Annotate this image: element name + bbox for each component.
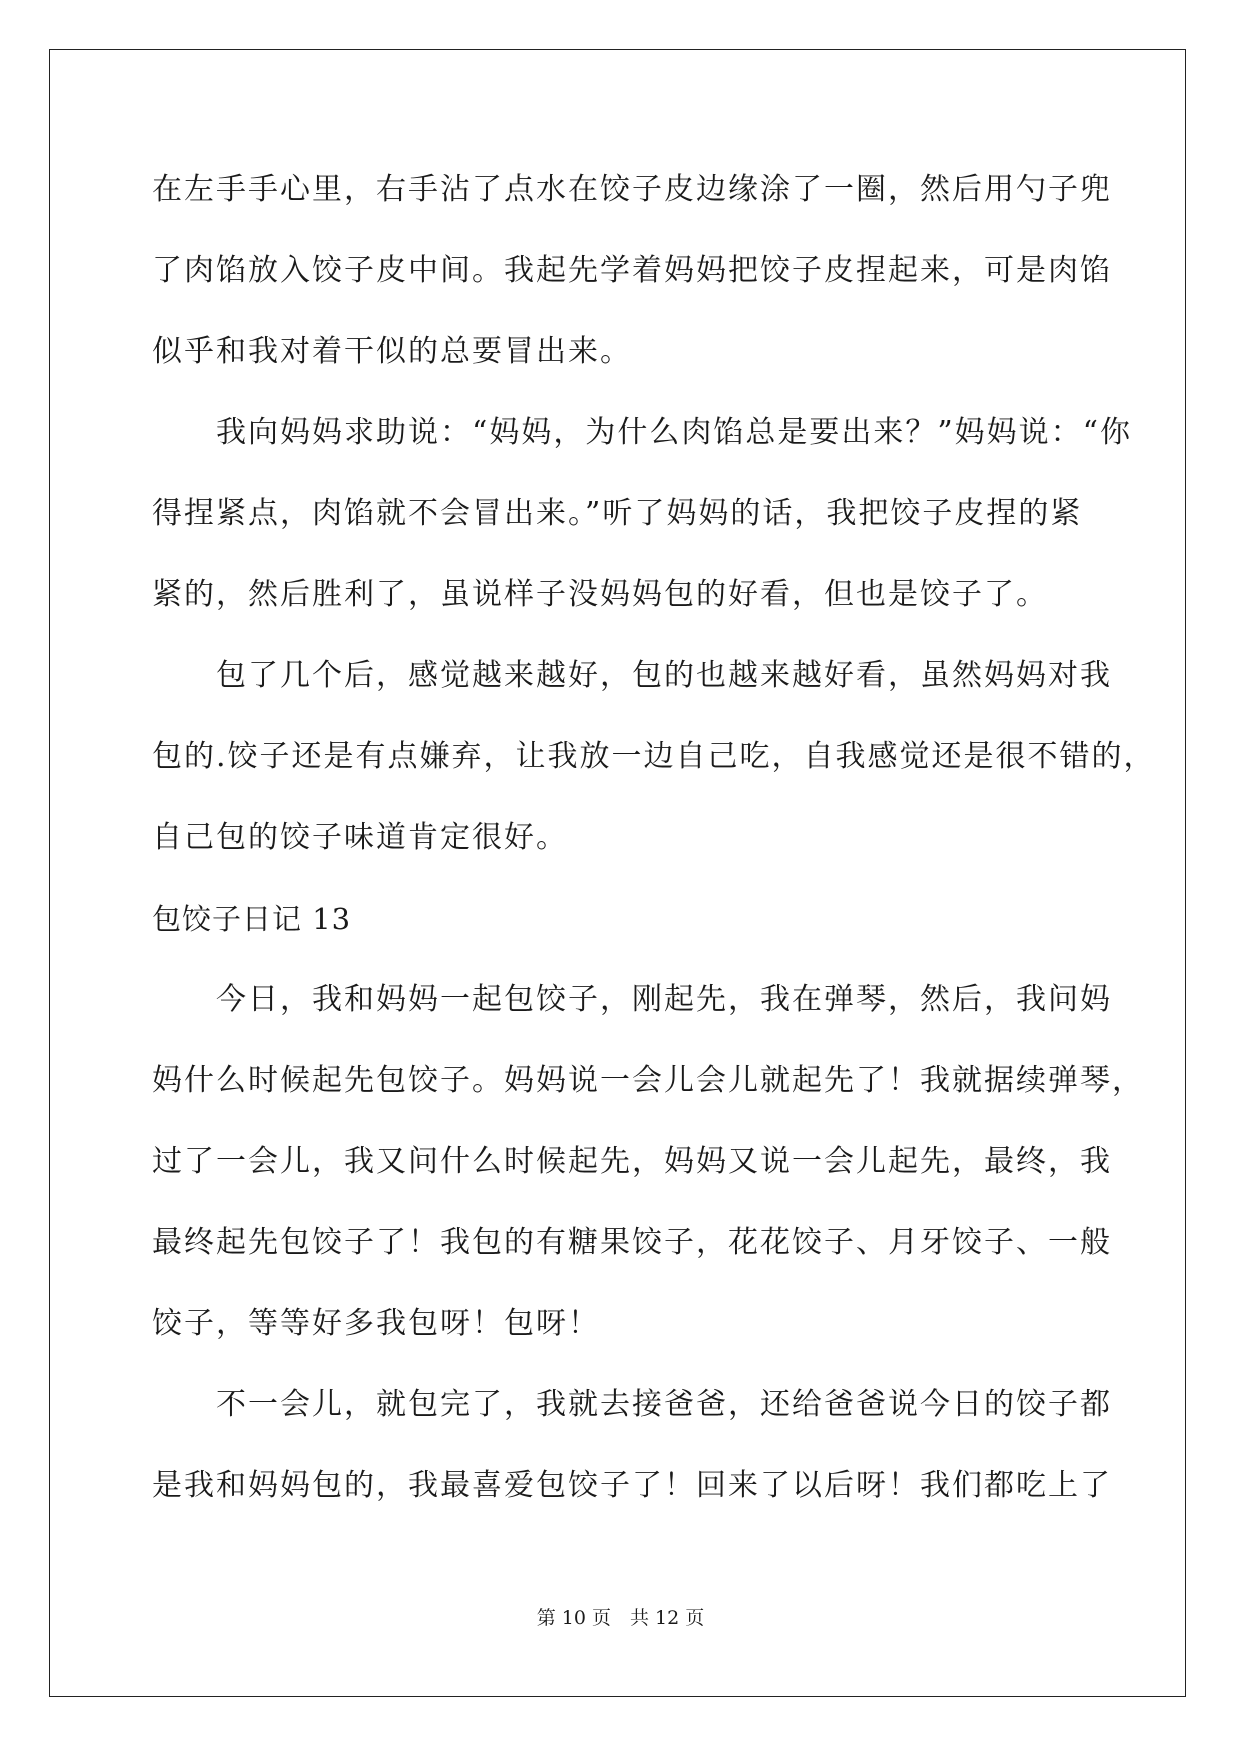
body-line: 不一会儿，就包完了，我就去接爸爸，还给爸爸说今日的饺子都 xyxy=(152,1387,1112,1422)
body-line: 过了一会儿，我又问什么时候起先，妈妈又说一会儿起先，最终，我 xyxy=(152,1144,1112,1179)
body-line: 自己包的饺子味道肯定很好。 xyxy=(152,820,568,855)
page-border xyxy=(49,49,1186,1697)
body-line: 得捏紧点，肉馅就不会冒出来。”听了妈妈的话，我把饺子皮捏的紧 xyxy=(152,496,1083,531)
body-line: 我向妈妈求助说：“妈妈，为什么肉馅总是要出来？”妈妈说：“你 xyxy=(152,415,1133,450)
body-line: 妈什么时候起先包饺子。妈妈说一会儿会儿就起先了！我就据续弹琴， xyxy=(152,1063,1144,1098)
page-number-footer: 第 10 页 共 12 页 xyxy=(536,1607,705,1629)
body-line: 是我和妈妈包的，我最喜爱包饺子了！回来了以后呀！我们都吃上了 xyxy=(152,1468,1112,1503)
body-line: 包的.饺子还是有点嫌弃，让我放一边自己吃，自我感觉还是很不错的， xyxy=(152,739,1156,774)
body-line: 在左手手心里，右手沾了点水在饺子皮边缘涂了一圈，然后用勺子兜 xyxy=(152,172,1112,207)
body-line: 饺子，等等好多我包呀！包呀！ xyxy=(152,1306,600,1341)
body-line: 似乎和我对着干似的总要冒出来。 xyxy=(152,334,632,369)
body-line: 包了几个后，感觉越来越好，包的也越来越好看，虽然妈妈对我 xyxy=(152,658,1112,693)
body-line: 今日，我和妈妈一起包饺子，刚起先，我在弹琴，然后，我问妈 xyxy=(152,982,1112,1017)
body-line: 了肉馅放入饺子皮中间。我起先学着妈妈把饺子皮捏起来，可是肉馅 xyxy=(152,253,1112,288)
body-line: 最终起先包饺子了！我包的有糖果饺子，花花饺子、月牙饺子、一般 xyxy=(152,1225,1112,1260)
section-heading: 包饺子日记 13 xyxy=(152,902,352,936)
body-line: 紧的，然后胜利了，虽说样子没妈妈包的好看，但也是饺子了。 xyxy=(152,577,1048,612)
